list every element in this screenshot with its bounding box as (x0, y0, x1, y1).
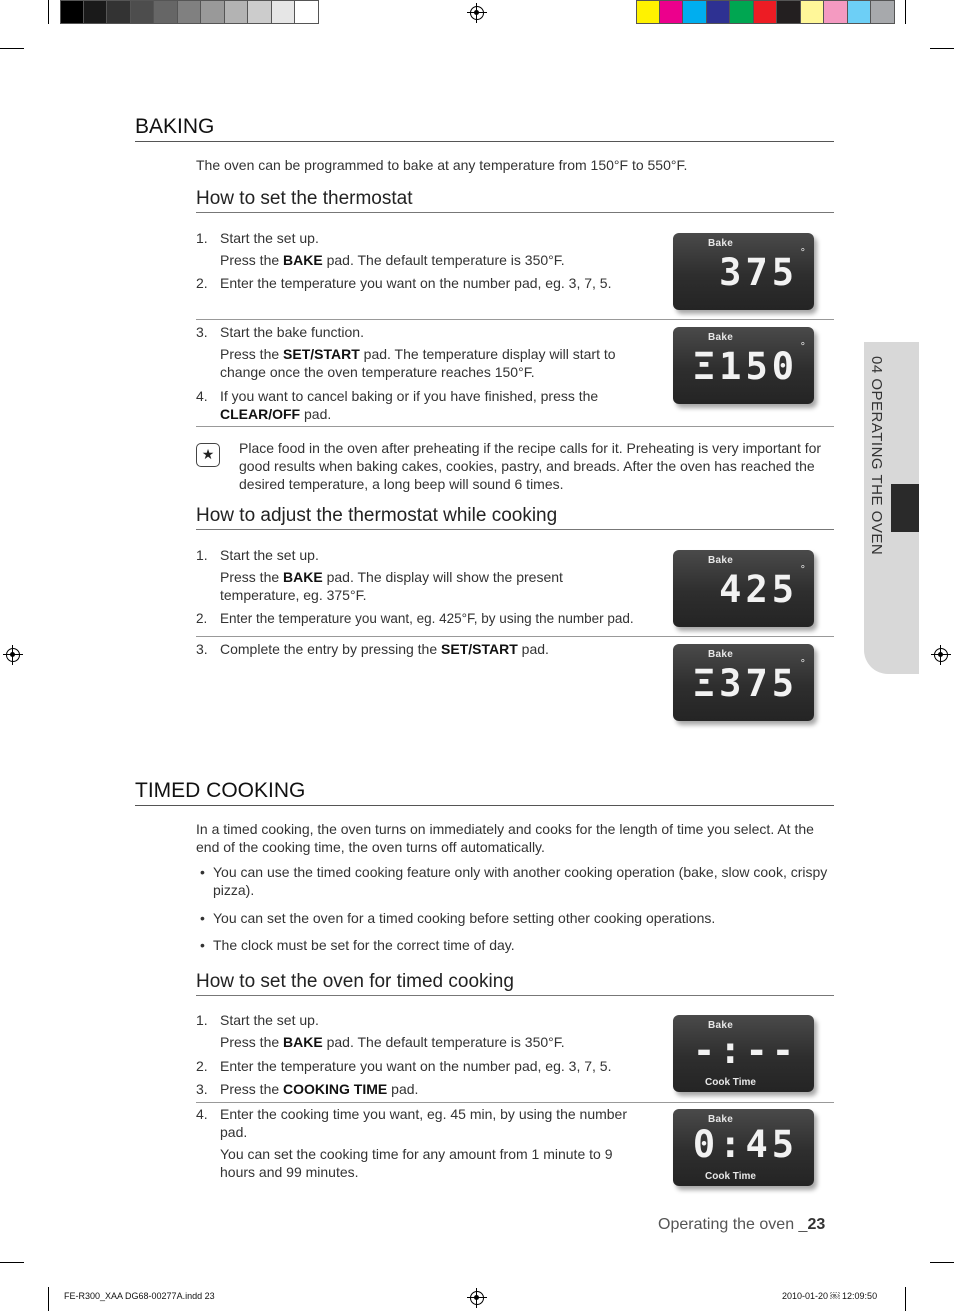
step-number: 2. (196, 1058, 208, 1074)
display-digits: Ξ375 (692, 662, 798, 705)
color-swatch (801, 0, 825, 24)
color-swatch (107, 0, 131, 24)
step-detail: Press the BAKE pad. The default temperature is 350°F. (220, 252, 565, 268)
thermostat-step-2 (196, 274, 656, 292)
display-mode-label: Bake (708, 1020, 734, 1031)
crop-mark (0, 1262, 24, 1263)
gray-swatch-bar (60, 0, 319, 24)
page-footer: Operating the oven _23 (658, 1216, 826, 1233)
section-title-baking: BAKING (135, 115, 834, 142)
step-number: 4. (196, 1106, 208, 1122)
color-swatch (201, 0, 225, 24)
display-digits: 375 (719, 251, 798, 294)
display-mode-label: Bake (708, 332, 734, 343)
page-number: 23 (807, 1216, 826, 1233)
preheat-note: Place food in the oven after preheating if the recipe calls for it. Preheating is very important for good results when baking cakes, cookies, pastry, and breads. After the oven has reached the desired temperature, a long beep will sound 6 times. (239, 440, 822, 492)
bullet-text: The clock must be set for the correct time of day. (213, 937, 515, 953)
baking-intro: The oven can be programmed to bake at any temperature from 150°F to 550°F. (196, 157, 688, 173)
color-swatch (707, 0, 731, 24)
timed-step-4 (196, 1105, 656, 1181)
timed-bullet-3 (200, 936, 830, 954)
step-number: 1. (196, 547, 208, 563)
cook-time-indicator: Cook Time (705, 1171, 756, 1182)
color-swatch (248, 0, 272, 24)
registration-mark-icon (467, 3, 487, 23)
bullet-dot: • (200, 910, 205, 926)
color-swatch (730, 0, 754, 24)
step-number: 1. (196, 1012, 208, 1028)
display-digits: 0:45 (692, 1123, 798, 1166)
oven-display-bake-375 (673, 233, 814, 310)
subsection-title-timed-setup: How to set the oven for timed cooking (196, 971, 834, 996)
step-divider (196, 636, 834, 637)
color-swatch-bar (636, 0, 895, 24)
step-number: 3. (196, 1081, 208, 1097)
display-digits: Ξ150 (692, 345, 798, 388)
oven-display-bake-375-preheat (673, 644, 814, 721)
adjust-step-1 (196, 546, 656, 604)
display-mode-label: Bake (708, 555, 734, 566)
step-detail: Press the BAKE pad. The display will show the present temperature, eg. 375°F. (220, 569, 563, 603)
step-text: Enter the temperature you want, eg. 425°F, by using the number pad. (220, 611, 634, 626)
color-swatch (636, 0, 660, 24)
step-divider (196, 426, 834, 427)
color-swatch (683, 0, 707, 24)
step-number: 2. (196, 275, 208, 291)
step-text: Enter the temperature you want on the number pad, eg. 3, 7, 5. (220, 1058, 612, 1074)
cook-time-indicator: Cook Time (705, 1077, 756, 1088)
subsection-title-adjust-thermostat: How to adjust the thermostat while cooking (196, 505, 834, 530)
timed-bullet-2 (200, 909, 830, 927)
oven-display-bake-425 (673, 550, 814, 627)
degree-indicator: ° (800, 564, 805, 576)
display-mode-label: Bake (708, 238, 734, 249)
step-text: Enter the cooking time you want, eg. 45 min, by using the number pad. (220, 1106, 628, 1140)
crop-mark (48, 0, 49, 24)
step-divider (196, 1102, 834, 1103)
step-detail: You can set the cooking time for any amount from 1 minute to 9 hours and 99 minutes. (220, 1146, 613, 1180)
step-text: Start the set up. (220, 230, 319, 246)
step-text: Complete the entry by pressing the SET/START pad. (220, 641, 549, 657)
step-detail: Press the BAKE pad. The default temperature is 350°F. (220, 1034, 565, 1050)
step-text: Enter the temperature you want on the number pad, eg. 3, 7, 5. (220, 275, 612, 291)
crop-mark (905, 1287, 906, 1311)
step-text: If you want to cancel baking or if you have finished, press the CLEAR/OFF pad. (220, 388, 599, 422)
color-swatch (660, 0, 684, 24)
color-swatch (225, 0, 249, 24)
display-digits: 425 (719, 568, 798, 611)
thermostat-step-4 (196, 387, 646, 423)
crop-mark (0, 48, 24, 49)
step-text: Start the set up. (220, 547, 319, 563)
color-swatch (131, 0, 155, 24)
print-slug-date: 2010-01-20 ￼ 12:09:50 (782, 1291, 878, 1301)
bullet-text: You can set the oven for a timed cooking before setting other cooking operations. (213, 910, 716, 926)
timed-intro: In a timed cooking, the oven turns on immediately and cooks for the length of time you select. At the end of the cooking time, the oven turns off automatically. (196, 821, 814, 855)
registration-mark-icon (931, 645, 951, 665)
registration-mark-icon (3, 645, 23, 665)
display-digits: -:-- (692, 1029, 798, 1072)
crop-mark (905, 0, 906, 24)
bullet-dot: • (200, 864, 205, 880)
timed-step-1 (196, 1011, 656, 1051)
oven-display-bake-150 (673, 327, 814, 404)
color-swatch (60, 0, 84, 24)
registration-mark-icon (467, 1288, 487, 1308)
thermostat-step-1 (196, 229, 656, 269)
display-mode-label: Bake (708, 1114, 734, 1125)
color-swatch (777, 0, 801, 24)
color-swatch (84, 0, 108, 24)
step-number: 3. (196, 324, 208, 340)
step-detail: Press the SET/START pad. The temperature display will start to change once the oven temperature reaches 150°F. (220, 346, 616, 380)
adjust-step-2 (196, 610, 656, 628)
step-number: 4. (196, 388, 208, 404)
color-swatch (848, 0, 872, 24)
step-number: 2. (196, 611, 208, 626)
color-swatch (178, 0, 202, 24)
timed-bullet-1 (200, 863, 830, 899)
chapter-side-tab (864, 342, 919, 674)
note-star-icon: ★ (196, 443, 220, 467)
degree-indicator: ° (800, 247, 805, 259)
bullet-text: You can use the timed cooking feature only with another cooking operation (bake, slow cook, crispy pizza). (213, 864, 828, 898)
color-swatch (754, 0, 778, 24)
chapter-tab-marker (891, 484, 919, 532)
timed-step-3 (196, 1080, 656, 1098)
color-swatch (272, 0, 296, 24)
color-swatch (154, 0, 178, 24)
oven-display-cook-time-045 (673, 1109, 814, 1186)
adjust-step-3 (196, 640, 656, 658)
color-swatch (824, 0, 848, 24)
step-divider (196, 319, 834, 320)
print-slug-file: FE-R300_XAA DG68-00277A.indd 23 (64, 1291, 215, 1301)
degree-indicator: ° (800, 341, 805, 353)
step-text: Start the bake function. (220, 324, 364, 340)
crop-mark (48, 1287, 49, 1311)
degree-indicator: ° (800, 658, 805, 670)
section-title-timed-cooking: TIMED COOKING (135, 779, 834, 806)
step-number: 1. (196, 230, 208, 246)
step-text: Press the COOKING TIME pad. (220, 1081, 419, 1097)
color-swatch (871, 0, 895, 24)
subsection-title-set-thermostat: How to set the thermostat (196, 188, 834, 213)
crop-mark (930, 1262, 954, 1263)
chapter-tab-label: 04 OPERATING THE OVEN (868, 356, 885, 556)
display-mode-label: Bake (708, 649, 734, 660)
step-text: Start the set up. (220, 1012, 319, 1028)
crop-mark (930, 48, 954, 49)
bullet-dot: • (200, 937, 205, 953)
color-swatch (295, 0, 319, 24)
thermostat-step-3 (196, 323, 646, 381)
step-number: 3. (196, 641, 208, 657)
oven-display-cook-time-blank (673, 1015, 814, 1092)
timed-step-2 (196, 1057, 656, 1075)
